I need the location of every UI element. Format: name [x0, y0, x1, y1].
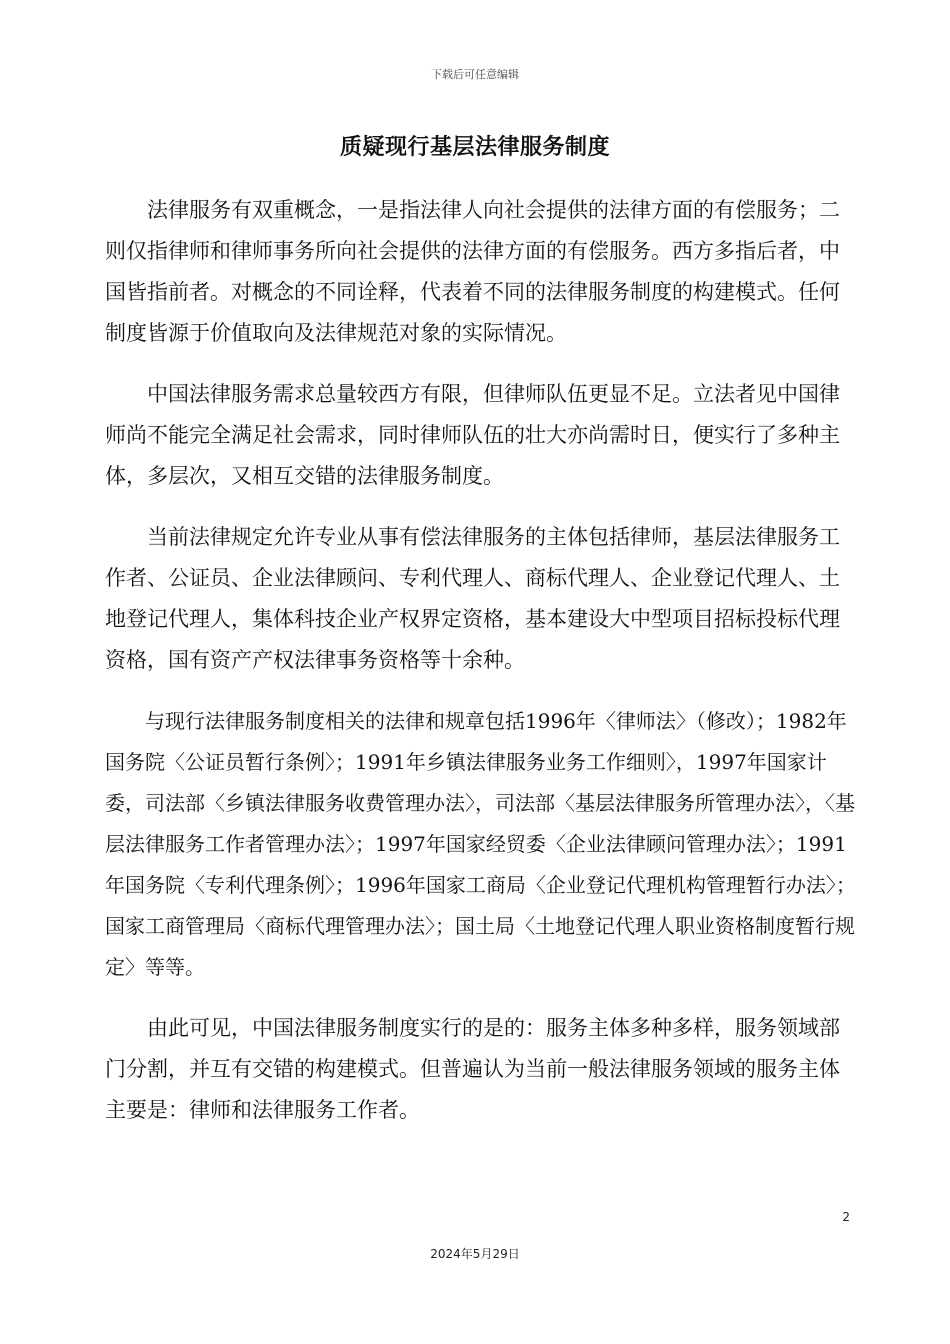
- document-body: [105, 190, 857, 1151]
- paragraph-3: 当前法律规定允许专业从事有偿法律服务的主体包括律师，基层法律服务工作者、公证员、企业法律顾问、专利代理人、商标代理人、企业登记代理人、土地登记代理人，集体科技企业产权界定资格，基本建设大中型项目招标投标代理资格，国有资产产权法律事务资格等十余种。: [105, 525, 840, 672]
- header-note: 下载后可任意编辑: [431, 68, 519, 81]
- paragraph-5: 由此可见，中国法律服务制度实行的是的：服务主体多种多样，服务领域部门分割，并互有交错的构建模式。但普遍认为当前一般法律服务领域的服务主体主要是：律师和法律服务工作者。: [105, 1016, 840, 1122]
- page-number: 2: [842, 1210, 850, 1224]
- document-title: 质疑现行基层法律服务制度: [339, 135, 610, 160]
- paragraph-1: 法律服务有双重概念，一是指法律人向社会提供的法律方面的有偿服务；二则仅指律师和律师事务所向社会提供的法律方面的有偿服务。西方多指后者，中国皆指前者。对概念的不同诠释，代表着不同的法律服务制度的构建模式。任何制度皆源于价值取向及法律规范对象的实际情况。: [105, 198, 840, 345]
- footer-date: 2024年5月29日: [430, 1247, 520, 1261]
- paragraph-2: 中国法律服务需求总量较西方有限，但律师队伍更显不足。立法者见中国律师尚不能完全满足社会需求，同时律师队伍的壮大亦尚需时日，便实行了多种主体，多层次，又相互交错的法律服务制度。: [105, 382, 840, 488]
- paragraph-4: 与现行法律服务制度相关的法律和规章包括1996年〈律师法〉（修改）；1982年国务院〈公证员暂行条例〉；1991年乡镇法律服务业务工作细则〉，1997年国家计委，司法部〈乡镇法律服务收费管理办法〉，司法部〈基层法律服务所管理办法〉，〈基层法律服务工作者管理办法〉；1997年国家经贸委〈企业法律顾问管理办法〉；1991年国务院〈专利代理条例〉；1996年国家工商局〈企业登记代理机构管理暂行办法〉；国家工商管理局〈商标代理管理办法〉；国土局〈土地登记代理人职业资格制度暂行规定〉等等。: [105, 709, 856, 979]
